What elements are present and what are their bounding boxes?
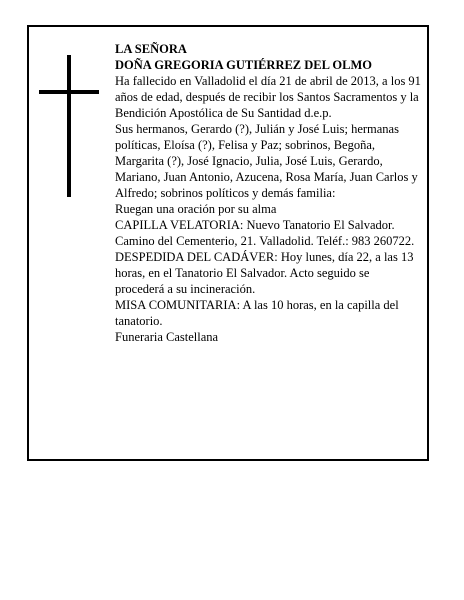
cross-vertical-bar [67,55,71,197]
chapel-info: CAPILLA VELATORIA: Nuevo Tanatorio El Salvador. Camino del Cementerio, 21. Valladolid. Teléf.: 983 260722. [115,218,415,248]
funeral-home: Funeraria Castellana [115,330,219,344]
notice-text [115,41,421,345]
cross-horizontal-bar [39,90,99,94]
deceased-name: DOÑA GREGORIA GUTIÉRREZ DEL OLMO [115,58,372,72]
mass-info: MISA COMUNITARIA: A las 10 horas, en la capilla del tanatorio. [115,298,399,328]
farewell-info: DESPEDIDA DEL CADÁVER: Hoy lunes, día 22, a las 13 horas, en el Tanatorio El Salvador. Acto seguido se procederá a su incineración. [115,250,414,296]
death-announcement: Ha fallecido en Valladolid el día 21 de abril de 2013, a los 91 años de edad, después de recibir los Santos Sacramentos y la Bendición Apostólica de Su Santidad d.e.p. [115,74,421,120]
honorific: LA SEÑORA [115,42,187,56]
prayer-request: Ruegan una oración por su alma [115,202,277,216]
obituary-notice [27,25,429,461]
family-list: Sus hermanos, Gerardo (?), Julián y José Luis; hermanas políticas, Eloísa (?), Felisa y Paz; sobrinos, Begoña, Margarita (?), José Ignacio, Julia, José Luis, Gerardo, Mariano, Juan Antonio, Azucena, Rosa María, Juan Carlos y Alfredo; sobrinos políticos y demás familia: [115,122,418,200]
cross-icon [39,55,99,197]
